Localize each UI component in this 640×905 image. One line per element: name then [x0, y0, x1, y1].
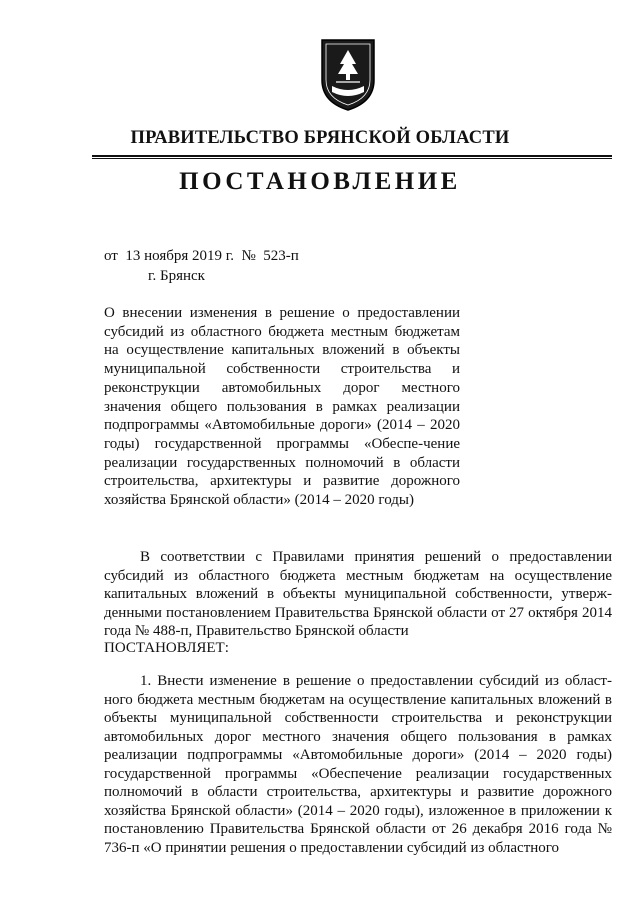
coat-of-arms-icon — [318, 36, 378, 112]
document-type-title: ПОСТАНОВЛЕНИЕ — [179, 168, 461, 195]
body-paragraph-2: 1. Внести изменение в решение о предоставлении субсидий из област-ного бюджета местным бюджетам на осуществление капитальных вложений в объекты муниципальной собственности строительства и реконструкции автомобильных дорог местного значения общего пользования в рамках реализации подпрограммы «Автомобильные дороги» (2014 – 2020 годы) государственной программы «Обеспечение реализации государственных полномочий в области строительства, архитектуры и развитие дорожного хозяйства Брянской области» (2014 – 2020 годы), изложенное в приложении к постановлению Правительства Брянской области от 26 декабря 2016 года № 736-п «О принятии решения о предоставлении субсидий из областного — [104, 673, 612, 856]
header-divider-thin — [92, 158, 612, 159]
city-line: г. Брянск — [148, 268, 205, 284]
date-number-line: от 13 ноября 2019 г. № 523-п — [104, 248, 299, 264]
document-subject: О внесении изменения в решение о предоставлении субсидий из областного бюджета местным бюджетам на осуществление капитальных вложений в объекты муниципальной собственности строительства и реконструкции автомобильных дорог местного значения общего пользования в рамках реализации подпрограммы «Автомобильные дороги» (2014 – 2020 годы) государственной программы «Обеспе-чение реализации государственных полномочий в области строительства, архитектуры и развитие дорожного хозяйства Брянской области» (2014 – 2020 годы) — [104, 305, 460, 509]
header-divider-thick — [92, 155, 612, 157]
body-paragraph-1: В соответствии с Правилами принятия решений о предоставлении субсидий из областного бюджета местным бюджетам на осуществление капитальных вложений в объекты муниципальной собственности, утверж-денными постановлением Правительства Брянской области от 27 октября 2014 года № 488-п, Правительство Брянской области — [104, 549, 612, 639]
organization-title: ПРАВИТЕЛЬСТВО БРЯНСКОЙ ОБЛАСТИ — [130, 128, 510, 148]
decree-word: ПОСТАНОВЛЯЕТ: — [104, 640, 229, 656]
